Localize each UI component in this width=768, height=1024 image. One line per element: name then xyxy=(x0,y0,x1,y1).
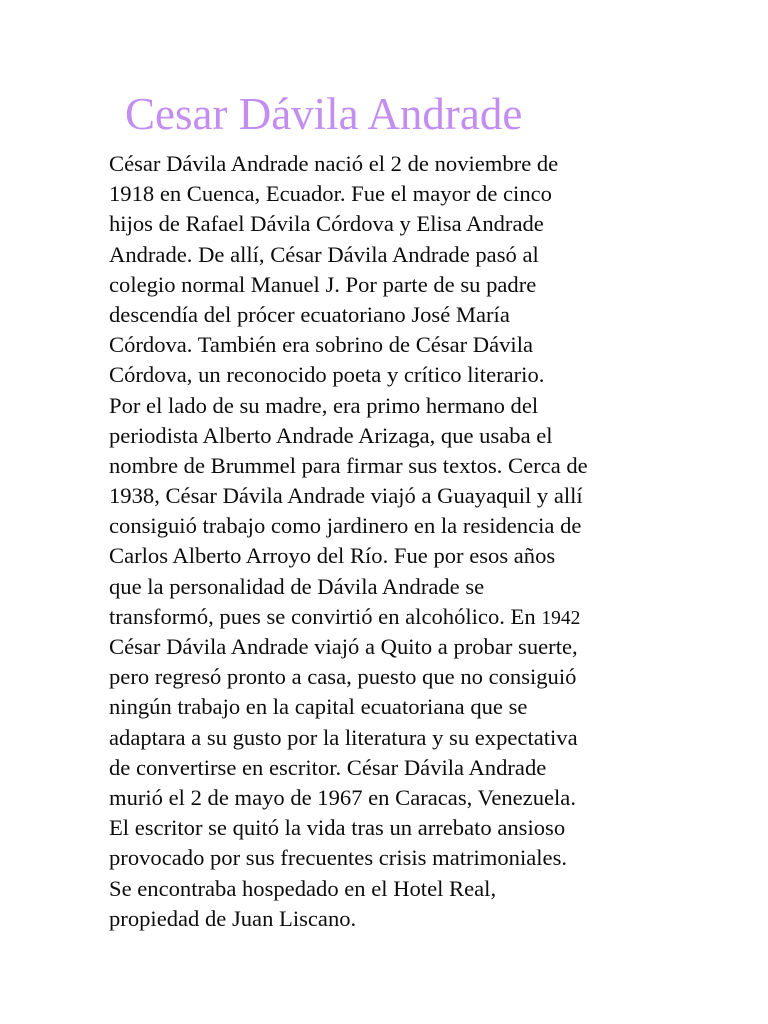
text-line: Se encontraba hospedado en el Hotel Real, xyxy=(109,875,497,901)
text-line: consiguió trabajo como jardinero en la residencia de xyxy=(109,513,582,539)
text-line: propiedad de Juan Liscano. xyxy=(109,905,357,931)
text-line: César Dávila Andrade viajó a Quito a probar suerte, xyxy=(109,634,578,659)
page-title: Cesar Dávila Andrade xyxy=(125,89,523,139)
text-line: adaptara a su gusto por la literatura y su expectativa xyxy=(109,724,578,750)
text-line: Córdova, un reconocido poeta y crítico literario. xyxy=(109,362,545,388)
text-line: hijos de Rafael Dávila Córdova y Elisa Andrade xyxy=(109,211,544,237)
text-line-with-year xyxy=(109,602,689,632)
text-line: descendía del prócer ecuatoriano José María xyxy=(109,301,510,327)
text-line: nombre de Brummel para firmar sus textos. Cerca de xyxy=(109,452,588,478)
text-line: Córdova. También era sobrino de César Dávila xyxy=(109,332,534,358)
text-line: ningún trabajo en la capital ecuatoriana que se xyxy=(109,694,528,720)
text-line: murió el 2 de mayo de 1967 en Caracas, Venezuela. xyxy=(109,784,576,810)
text-line: Andrade. De allí, César Dávila Andrade pasó al xyxy=(109,241,539,267)
text-line: El escritor se quitó la vida tras un arrebato ansioso xyxy=(109,815,566,841)
text-line: 1938, César Dávila Andrade viajó a Guayaquil y allí xyxy=(109,483,583,509)
text-line: pero regresó pronto a casa, puesto que no consiguió xyxy=(109,664,577,690)
text-line-part: transformó, pues se convirtió en alcohólico. En xyxy=(109,603,542,629)
text-line: César Dávila Andrade nació el 2 de noviembre de xyxy=(109,151,559,176)
text-line: que la personalidad de Dávila Andrade se xyxy=(109,573,485,599)
biography-text xyxy=(109,149,689,934)
year-text: 1942 xyxy=(541,607,581,629)
text-line: de convertirse en escritor. César Dávila Andrade xyxy=(109,754,547,780)
text-line: colegio normal Manuel J. Por parte de su padre xyxy=(109,271,537,297)
text-line: Carlos Alberto Arroyo del Río. Fue por esos años xyxy=(109,543,556,569)
text-line: 1918 en Cuenca, Ecuador. Fue el mayor de cinco xyxy=(109,181,552,207)
text-line: Por el lado de su madre, era primo hermano del xyxy=(109,392,539,418)
text-line: periodista Alberto Andrade Arizaga, que usaba el xyxy=(109,422,553,448)
text-line: provocado por sus frecuentes crisis matrimoniales. xyxy=(109,845,568,871)
